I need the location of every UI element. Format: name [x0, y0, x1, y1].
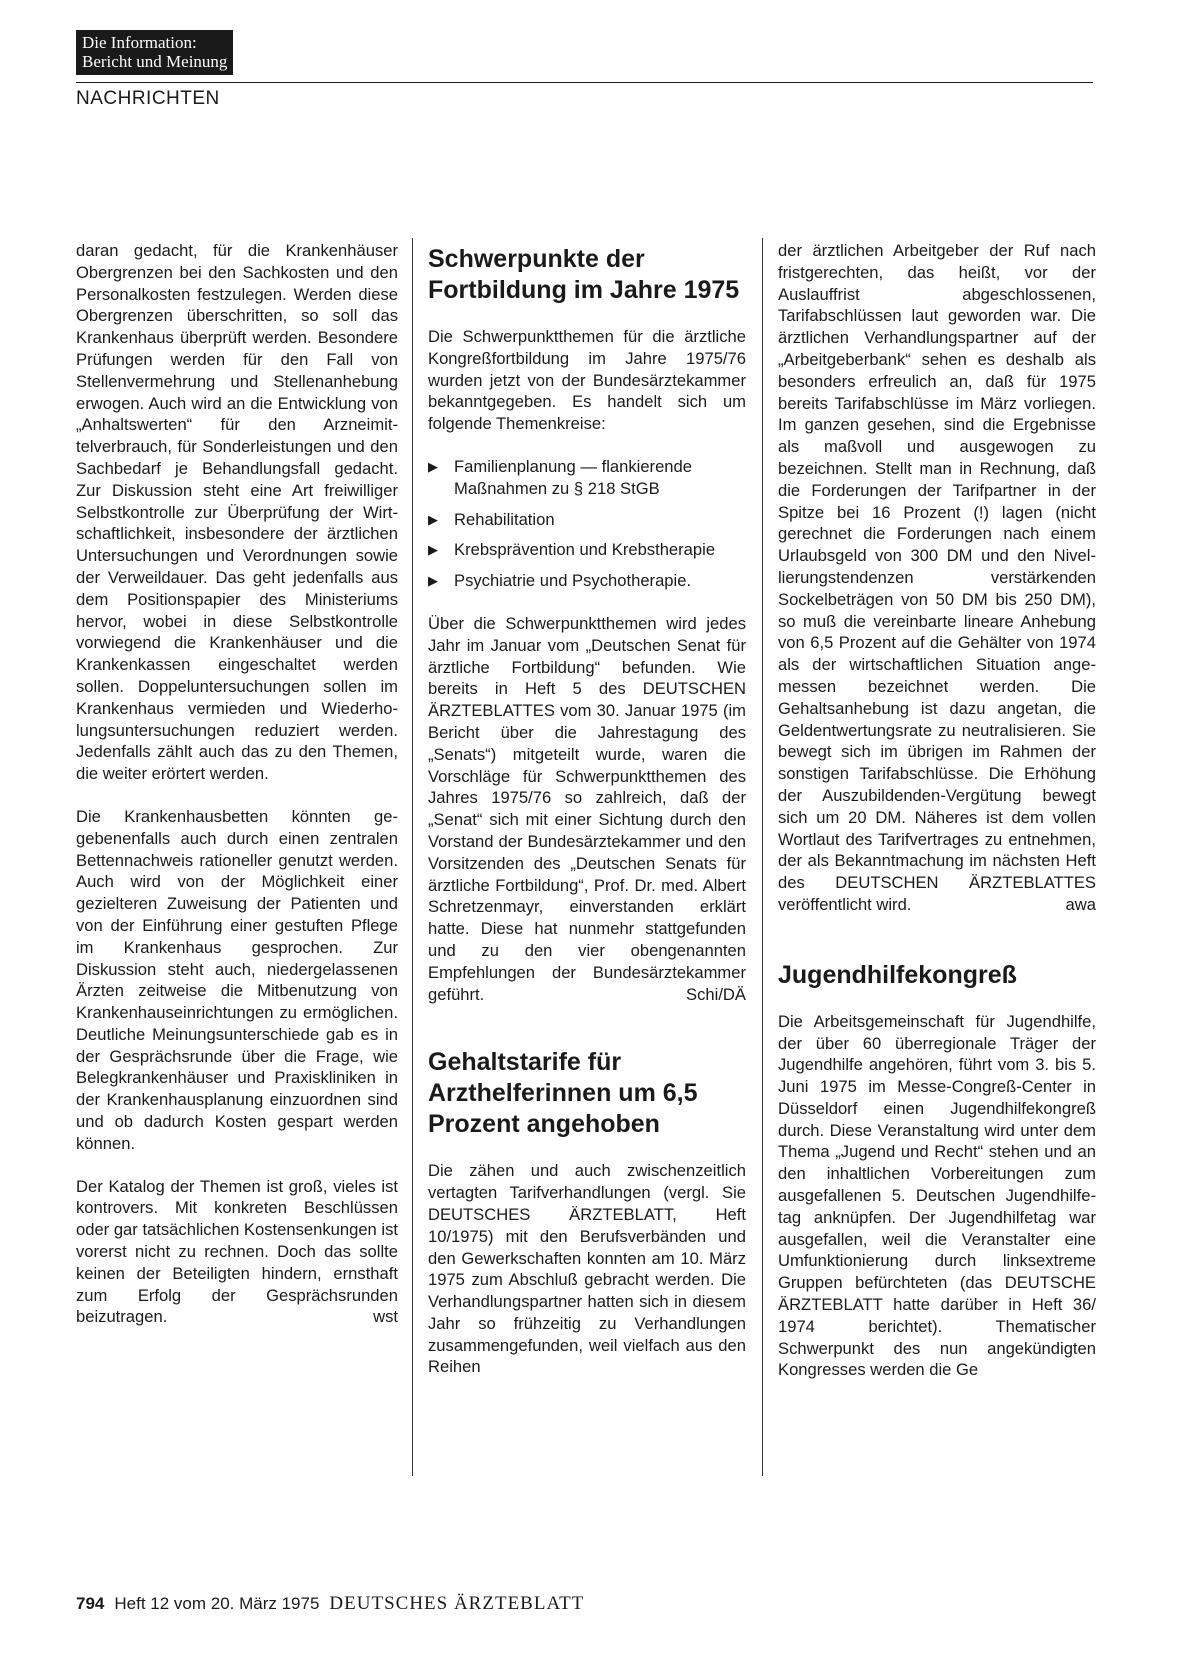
article-paragraph: Die Krankenhausbetten könnten gegebenenfalls auch durch einen zentralen Bettennachweis rationeller genutzt werden. Auch wird von der Möglichkeit einer gezielteren Zuweisung der Patienten und von der Einführung einer gestuften Pflege im Krankenhaus gesprochen. Zur Diskussion steht auch, niedergelassenen Ärzten zeitweise die Mitbenutzung von Krankenhauseinrichtungen zu ermöglichen. Deutliche Meinungsunterschiede gab es in der Gesprächsrunde über die Frage, wie Belegkrankenhäuser und Praxiskliniken in der Krankenhausplanung einzuordnen sind und ob dadurch Kosten gespart werden können. — [76, 806, 398, 1153]
list-item — [428, 456, 746, 500]
column-divider-1 — [412, 238, 413, 1476]
author-signature: Schi/DÄ — [686, 984, 746, 1004]
triangle-bullet-icon: ▶ — [428, 511, 438, 527]
list-item-text: Familienplanung — flankierende Maßnahmen zu § 218 StGB — [454, 456, 692, 498]
article-text: Über die Schwerpunktthemen wird jedes Jahr im Januar vom „Deutschen Senat für ärztliche Fortbildung“ befunden. Wie bereits in Heft 5 des DEUTSCHEN ÄRZTEBLATTES vom 30. Januar 1975 (im Bericht über die Jahrestagung des „Senats“) mitgeteilt wurde, waren die Vorschläge für Schwerpunktthemen des Jahres 1975/76 so zahlreich, daß der „Senat“ sich mit einer Sichtung durch den Vorstand der Bundesärztekammer und den Vorsitzenden des „Deutschen Senats für ärztliche Fortbildung“, Prof. Dr. med. Albert Schretzenmayr, einverstanden erklärt hatte. Diese hat nunmehr stattgefunden und zu den vier obengenannten Empfehlungen der Bundesärztekammer geführt. — [428, 613, 746, 1004]
column-divider-2 — [762, 238, 763, 1476]
headline-gehaltstarife: Gehaltstarife für Arzthelferinnen um 6,5 Prozent angehoben — [428, 1048, 698, 1139]
list-item — [428, 509, 746, 531]
triangle-bullet-icon: ▶ — [428, 573, 438, 589]
article-paragraph: daran gedacht, für die Krankenhäuser Obergrenzen bei den Sachkosten und den Personalkosten festzulegen. Werden diese Obergrenzen überschritten, so soll das Krankenhaus überprüft werden. Besondere Prüfungen werden für den Fall von Stellenvermehrung und Stellenanhebung erwogen. Auch wird an die Entwicklung von „Anhaltswerten“ für den Arzneimittelverbrauch, für Sonderleistungen und den Sachbedarf je Behandlungsfall gedacht. Zur Diskussion steht eine Art freiwilliger Selbstkontrolle zur Überprüfung der Wirtschaftlichkeit, insbesondere der ärztlichen Untersuchungen und Verordnungen sowie der Verweildauer. Das geht jedenfalls aus dem Positionspapier des Ministeriums hervor, wobei in diese Selbstkontrolle vorwiegend die Krankenhäuser und die Krankenkassen eingeschaltet werden sollen. Doppeluntersuchungen sollen im Krankenhaus vermieden und Wiederholungsuntersuchungen reduziert werden. Jedenfalls zählt auch das zu den Themen, die weiter erörtert werden. — [76, 241, 398, 784]
article-paragraph — [778, 240, 1096, 916]
article-paragraph — [76, 1176, 398, 1329]
headline-jugendhilfekongress: Jugendhilfekongreß — [778, 960, 1017, 989]
header-rule — [76, 82, 1093, 83]
masthead — [76, 30, 233, 75]
headline-fortbildung: Schwerpunkte der Fortbildung im Jahre 1975 — [428, 245, 740, 304]
article-paragraph: Die Schwerpunktthemen für die ärztliche Kongreßfortbildung im Jahre 1975/76 wurden jetzt von der Bundesärztekammer bekanntgegeben. Es handelt sich um folgende Themenkreise: — [428, 327, 746, 434]
triangle-bullet-icon: ▶ — [428, 542, 438, 558]
article-paragraph — [428, 613, 746, 1005]
column-2 — [428, 244, 746, 1399]
list-item-text: Psychiatrie und Psychotherapie. — [454, 571, 692, 591]
list-item — [428, 539, 746, 561]
section-label: NACHRICHTEN — [76, 88, 220, 109]
list-item-text: Rehabilitation — [454, 509, 555, 529]
page-footer — [76, 1593, 584, 1615]
article-paragraph: Die Arbeitsgemeinschaft für Jugendhilfe, der über 60 überregionale Träger der Jugendhilfe angehören, führt vom 3. bis 5. Juni 1975 im Messe-Congreß-Center in Düsseldorf einen Jugendhilfekongreß durch. Diese Veranstaltung wird unter dem Thema „Jugend und Recht“ stehen und an den inhaltlichen Vorbereitungen zum ausgefallenen 5. Deutschen Jugendhilfetag anknüpfen. Der Jugendhilfetag war ausgefallen, weil die Veranstalter eine Umfunktionierung durch linksextreme Gruppen befürchteten (das DEUTSCHE ÄRZTEBLATT hatte darüber in Heft 36/ 1974 berichtet). Thematischer Schwerpunkt des nun angekündigten Kongresses werden die Ge — [778, 1011, 1096, 1380]
list-item-text: Krebsprävention und Krebstherapie — [454, 540, 716, 560]
triangle-bullet-icon: ▶ — [428, 458, 438, 474]
issue-info: Heft 12 vom 20. März 1975 — [114, 1594, 320, 1613]
article-paragraph: Die zähen und auch zwischenzeitlich vertagten Tarifverhandlungen (vergl. Sie DEUTSCHES ÄRZTEBLATT, Heft 10/1975) mit den Berufsverbänden und den Gewerkschaften konnten am 10. März 1975 zum Abschluß gebracht werden. Die Verhandlungspartner hatten sich in diesem Jahr so frühzeitig zu Verhandlungen zusammengefunden, weil vielfach aus den Reihen — [428, 1161, 746, 1377]
magazine-title: DEUTSCHES ÄRZTEBLATT — [329, 1593, 585, 1614]
masthead-line-1: Die Information: — [82, 33, 197, 52]
page-number: 794 — [76, 1594, 105, 1613]
column-3 — [778, 240, 1096, 1402]
article-text: Der Katalog der Themen ist groß, vieles ist kontrovers. Mit konkreten Beschlüssen oder gar tatsächlichen Kostensenkungen ist vorerst nicht zu rechnen. Doch das sollte keinen der Beteiligten hindern, ernsthaft zum Erfolg der Gesprächsrunden beizutragen. — [76, 1176, 398, 1327]
author-signature: wst — [373, 1307, 398, 1327]
list-item — [428, 570, 746, 592]
author-signature: awa — [1065, 894, 1096, 914]
article-text: der ärztlichen Arbeitgeber der Ruf nach fristgerechten, das heißt, vor der Auslauffrist abgeschlossenen, Tarifabschlüssen laut geworden war. Die ärztlichen Verhandlungspartner auf der „Arbeitgeberbank“ sehen es deshalb als besonders erfreulich an, daß für 1975 bereits Tarifabschlüsse im März vorliegen. Im ganzen gesehen, sind die Ergebnisse als maßvoll und ausgewogen zu bezeichnen. Stellt man in Rechnung, daß die Forderungen der Tarifpartner in der Spitze bei 16 Prozent (!) lagen (nicht gerechnet die Forderungen nach einem Urlaubsgeld von 300 DM und den Nivellierungstendenzen verstärkenden Sockelbeträgen von 50 DM bis 250 DM), so muß die vereinbarte lineare Anhebung von 6,5 Prozent auf die Gehälter von 1974 als der wirtschaftlichen Situation angemessen bezeichnet werden. Die Gehaltsanhebung ist dazu angetan, die Geldentwertungsrate zu neutralisieren. Sie bewegt sich im übrigen im Rahmen der sonstigen Tarifabschlüsse. Die Erhöhung der Auszubildenden-Vergütung bewegt sich um 20 DM. Näheres ist dem vollen Wortlaut des Tarifvertrages zu entnehmen, der als Bekanntmachung im nächsten Heft des DEUTSCHEN ÄRZTEBLATTES veröffentlicht wird. — [778, 241, 1096, 914]
column-1 — [76, 240, 398, 1349]
masthead-line-2: Bericht und Meinung — [82, 52, 228, 71]
